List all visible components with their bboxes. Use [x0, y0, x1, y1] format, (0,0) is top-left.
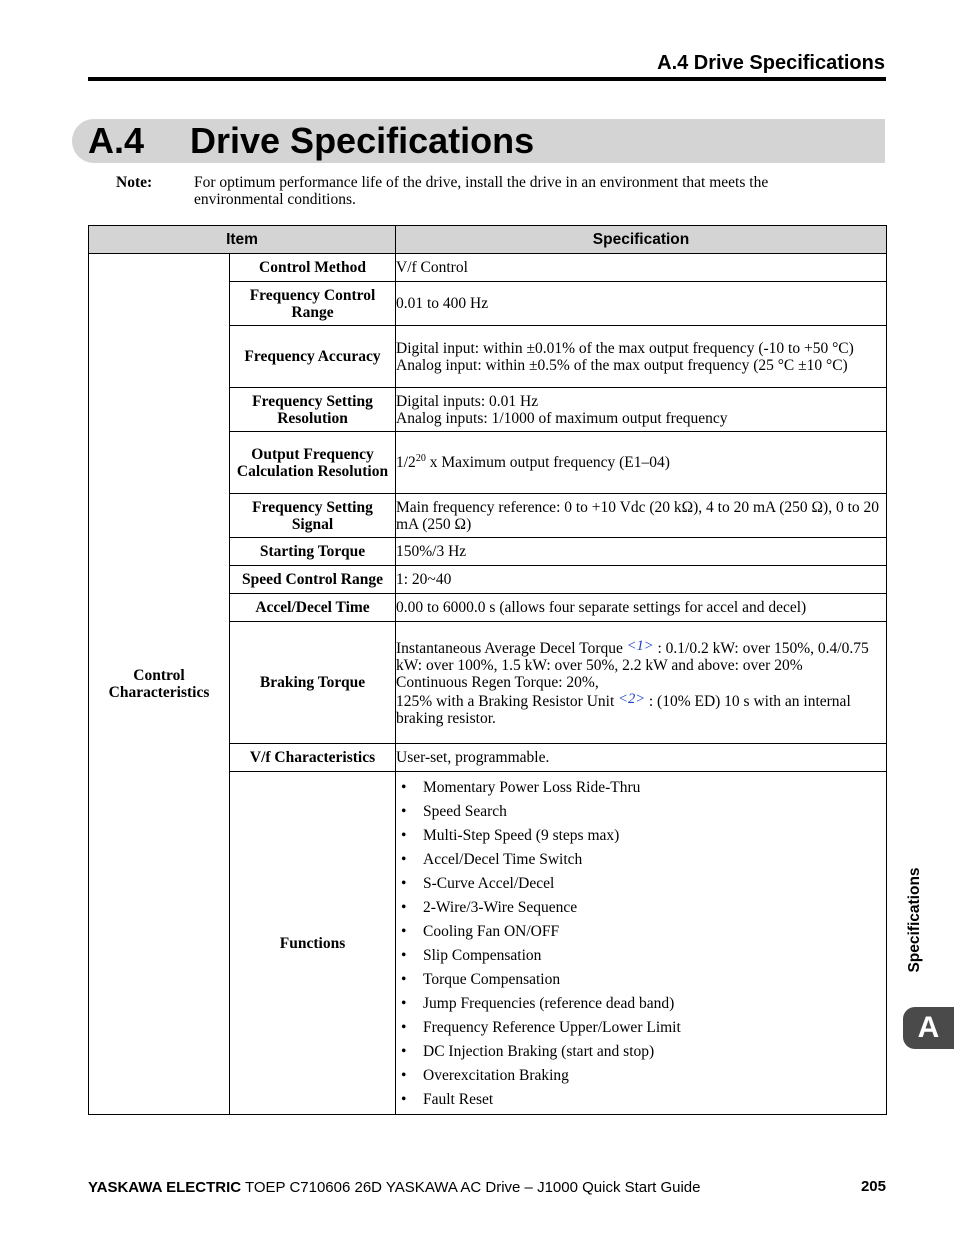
list-item: • Accel/Decel Time Switch [401, 848, 886, 872]
row-spec [396, 538, 887, 566]
list-item: • Multi-Step Speed (9 steps max) [401, 824, 886, 848]
spec-line: Digital input: within ±0.01% of the max output frequency (-10 to +50 °C) [396, 339, 854, 357]
spec-line: 150%/3 Hz [396, 543, 467, 560]
spec-line [396, 454, 886, 471]
chapter-tab[interactable]: A [903, 1007, 954, 1049]
row-item: Speed Control Range [230, 566, 396, 594]
spec-line: Analog input: within ±0.5% of the max output frequency (25 °C ±10 °C) [396, 356, 848, 374]
footnote-ref-link[interactable]: <1> [626, 638, 654, 654]
list-item: • Frequency Reference Upper/Lower Limit [401, 1016, 886, 1040]
spec-line: V/f Control [396, 259, 468, 276]
row-item: Starting Torque [230, 538, 396, 566]
row-spec [396, 494, 887, 538]
footer [88, 1179, 886, 1196]
row-item: V/f Characteristics [230, 744, 396, 772]
spec-line: Digital inputs: 0.01 Hz [396, 392, 539, 410]
group-control-characteristics: Control Characteristics [89, 254, 230, 1115]
list-item: • Fault Reset [401, 1088, 886, 1112]
row-spec [396, 744, 887, 772]
spec-text: Instantaneous Average Decel Torque [396, 640, 627, 657]
row-item: Output Frequency Calculation Resolution [230, 432, 396, 494]
table-row [89, 254, 887, 282]
spec-line: Main frequency reference: 0 to +10 Vdc (20 kΩ), 4 to 20 mA (250 Ω), 0 to 20 mA (250 Ω) [396, 498, 880, 533]
row-spec [396, 388, 887, 432]
list-item: • Momentary Power Loss Ride-Thru [401, 776, 886, 800]
row-item: Control Method [230, 254, 396, 282]
row-item: Frequency Setting Resolution [230, 388, 396, 432]
row-spec [396, 772, 887, 1115]
row-spec [396, 566, 887, 594]
spec-rest: x Maximum output frequency (E1–04) [425, 454, 670, 471]
list-item: • DC Injection Braking (start and stop) [401, 1040, 886, 1064]
header-rule [88, 77, 886, 81]
list-item: • Jump Frequencies (reference dead band) [401, 992, 886, 1016]
spec-text: : (10% ED) 10 s with an internal braking resistor. [396, 693, 851, 727]
row-item: Frequency Control Range [230, 282, 396, 326]
list-item: • Torque Compensation [401, 968, 886, 992]
footnote-ref-link[interactable]: <2> [618, 691, 645, 707]
spec-line: 0.00 to 6000.0 s (allows four separate settings for accel and decel) [396, 599, 807, 616]
side-section-label-text: Specifications [906, 867, 923, 973]
list-item: • 2-Wire/3-Wire Sequence [401, 896, 886, 920]
functions-list [396, 772, 886, 1114]
note-text: For optimum performance life of the drive, install the drive in an environment that meets the environmental conditions. [194, 174, 769, 208]
list-item: • S-Curve Accel/Decel [401, 872, 886, 896]
running-header: A.4 Drive Specifications [657, 52, 885, 74]
spec-line [396, 691, 886, 727]
spec-text: 125% with a Braking Resistor Unit [396, 693, 619, 710]
note-label: Note: [116, 174, 153, 191]
header-item: Item [89, 226, 396, 254]
list-item: • Speed Search [401, 800, 886, 824]
row-item: Frequency Setting Signal [230, 494, 396, 538]
row-spec [396, 432, 887, 494]
row-spec [396, 254, 887, 282]
spec-exponent: 20 [415, 452, 426, 464]
spec-line: Analog inputs: 1/1000 of maximum output frequency [396, 409, 728, 427]
row-item: Braking Torque [230, 622, 396, 744]
row-item: Accel/Decel Time [230, 594, 396, 622]
row-spec [396, 326, 887, 388]
section-title: Drive Specifications [190, 120, 535, 161]
spec-text: : 0.1/0.2 kW: over 150%, 0.4/0.75 kW: over 100%, 1.5 kW: over 50%, 2.2 kW and above: over 20% [396, 640, 869, 674]
row-item: Frequency Accuracy [230, 326, 396, 388]
row-spec [396, 282, 887, 326]
spec-line: Continuous Regen Torque: 20%, [396, 674, 599, 691]
row-item: Functions [230, 772, 396, 1115]
spec-line: User-set, programmable. [396, 749, 550, 766]
spec-line: 0.01 to 400 Hz [396, 295, 489, 312]
row-spec [396, 622, 887, 744]
header-specification: Specification [396, 226, 887, 254]
footer-doc-title: TOEP C710606 26D YASKAWA AC Drive – J1000 Quick Start Guide [241, 1179, 701, 1196]
list-item: • Overexcitation Braking [401, 1064, 886, 1088]
page-number: 205 [860, 1178, 886, 1195]
section-number: A.4 [88, 120, 145, 161]
list-item: • Slip Compensation [401, 944, 886, 968]
list-item: • Cooling Fan ON/OFF [401, 920, 886, 944]
table-header-row [89, 226, 887, 254]
row-spec [396, 594, 887, 622]
specifications-table [88, 225, 887, 1115]
side-section-label [900, 860, 930, 980]
spec-base: 1/2 [396, 454, 416, 471]
footer-brand: YASKAWA ELECTRIC [88, 1179, 242, 1196]
spec-line [396, 638, 886, 674]
spec-line: 1: 20~40 [396, 571, 452, 588]
